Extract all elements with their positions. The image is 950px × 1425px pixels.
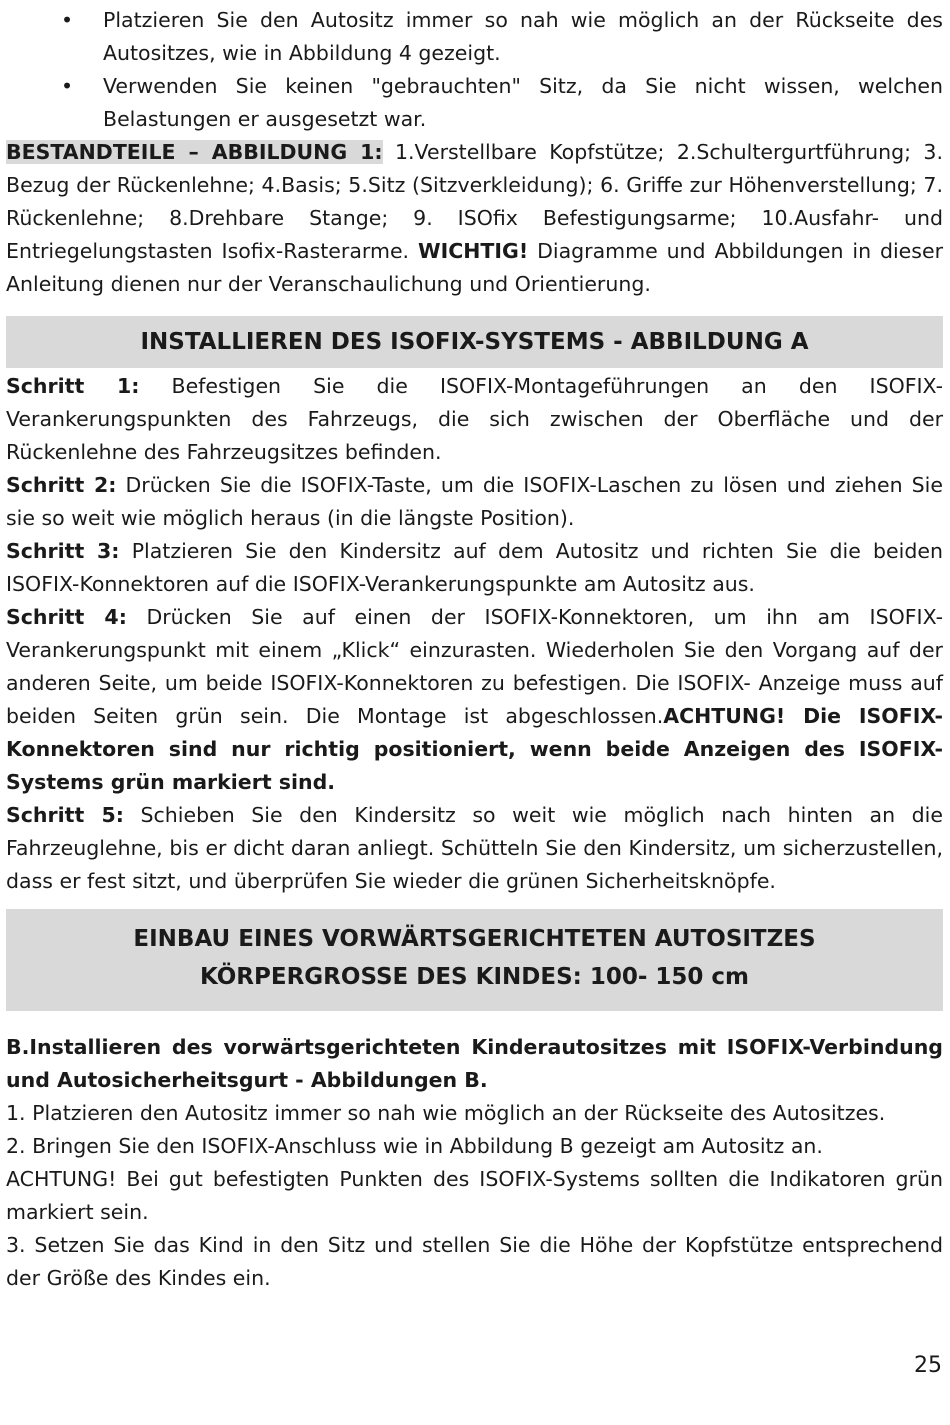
step-label: Schritt 2:	[6, 473, 117, 497]
step-label: Schritt 3:	[6, 539, 120, 563]
bullet-text: Platzieren Sie den Autositz immer so nah wie möglich an der Rückseite des Autositzes, wie in Abbildung 4 gezeigt.	[103, 8, 943, 65]
step-text: Drücken Sie die ISOFIX-Taste, um die ISOFIX-Laschen zu lösen und ziehen Sie sie so weit wie möglich heraus (in die längste Position).	[6, 473, 943, 530]
bullet-text: Verwenden Sie keinen "gebrauchten" Sitz, da Sie nicht wissen, welchen Belastungen er ausgesetzt war.	[103, 74, 943, 131]
bullet-item	[6, 4, 943, 70]
section-b-title-line2: KÖRPERGROSSE DES KINDES: 100- 150 cm	[199, 964, 750, 990]
step-5	[6, 799, 943, 898]
step-text: Schieben Sie den Kindersitz so weit wie möglich nach hinten an die Fahrzeuglehne, bis er dicht daran anliegt. Schütteln Sie den Kindersitz, um sicherzustellen, dass er fest sitzt, und überprüfen Sie wieder die grünen Sicherheitsknöpfe.	[6, 803, 943, 893]
section-b-title-line1: EINBAU EINES VORWÄRTSGERICHTETEN AUTOSITZES	[133, 926, 816, 952]
step-warning: ACHTUNG! Die ISOFIX-Konnektoren sind nur richtig positioniert, wenn beide Anzeigen des ISOFIX-Systems grün markiert sind.	[6, 704, 943, 794]
components-paragraph	[6, 136, 943, 301]
step-3	[6, 535, 943, 601]
bullet-glyph: •	[61, 8, 74, 32]
step-2	[6, 469, 943, 535]
section-b-item-3: 3. Setzen Sie das Kind in den Sitz und stellen Sie die Höhe der Kopfstütze entsprechend der Größe des Kindes ein.	[6, 1233, 943, 1290]
section-b-subheading	[6, 1031, 943, 1097]
section-b-item-1: 1. Platzieren den Autositz immer so nah wie möglich an der Rückseite des Autositzes.	[6, 1101, 886, 1125]
section-b-title	[6, 909, 943, 1011]
bullet-list	[6, 4, 943, 136]
section-b-subheading-text: B.Installieren des vorwärtsgerichteten Kinderautositzes mit ISOFIX-Verbindung und Autosicherheitsgurt - Abbildungen B.	[6, 1035, 943, 1092]
step-text: Platzieren Sie den Kindersitz auf dem Autositz und richten Sie die beiden ISOFIX-Konnektoren auf die ISOFIX-Verankerungspunkte am Autositz aus.	[6, 539, 943, 596]
step-label: Schritt 1:	[6, 374, 140, 398]
manual-page	[6, 4, 943, 1295]
components-heading: BESTANDTEILE – ABBILDUNG 1:	[6, 140, 383, 164]
page-number: 25	[914, 1353, 942, 1378]
components-text: 1.Verstellbare Kopfstütze; 2.Schultergurtführung; 3. Bezug der Rückenlehne; 4.Basis; 5.Sitz (Sitzverkleidung); 6. Griffe zur Höhenverstellung; 7. Rückenlehne; 8.Drehbare Stange; 9. ISOfix Befestigungsarme; 10.Ausfahr- und Entriegelungstasten Isofix-Rasterarme.	[6, 140, 943, 263]
step-text: Befestigen Sie die ISOFIX-Montageführungen an den ISOFIX-Verankerungspunkten des Fahrzeugs, die sich zwischen der Oberfläche und der Rückenlehne des Fahrzeugsitzes befinden.	[6, 374, 943, 464]
bullet-glyph: •	[61, 74, 74, 98]
important-label: WICHTIG!	[417, 239, 529, 263]
important-text: Diagramme und Abbildungen in dieser Anleitung dienen nur der Veranschaulichung und Orientierung.	[6, 239, 943, 296]
section-a-title: INSTALLIEREN DES ISOFIX-SYSTEMS - ABBILDUNG A	[6, 316, 943, 368]
step-text: Drücken Sie auf einen der ISOFIX-Konnektoren, um ihn am ISOFIX-Verankerungspunkt mit einem „Klick“ einzurasten. Wiederholen Sie den Vorgang auf der anderen Seite, um beide ISOFIX-Konnektoren zu befestigen. Die ISOFIX- Anzeige muss auf beiden Seiten grün sein. Die Montage ist abgeschlossen.	[6, 605, 943, 728]
step-1	[6, 370, 943, 469]
bullet-item	[6, 70, 943, 136]
step-4	[6, 601, 943, 799]
step-label: Schritt 5:	[6, 803, 124, 827]
step-label: Schritt 4:	[6, 605, 127, 629]
section-b-warning: ACHTUNG! Bei gut befestigten Punkten des ISOFIX-Systems sollten die Indikatoren grün markiert sein.	[6, 1167, 943, 1224]
section-b-item-2: 2. Bringen Sie den ISOFIX-Anschluss wie in Abbildung B gezeigt am Autositz an.	[6, 1134, 823, 1158]
